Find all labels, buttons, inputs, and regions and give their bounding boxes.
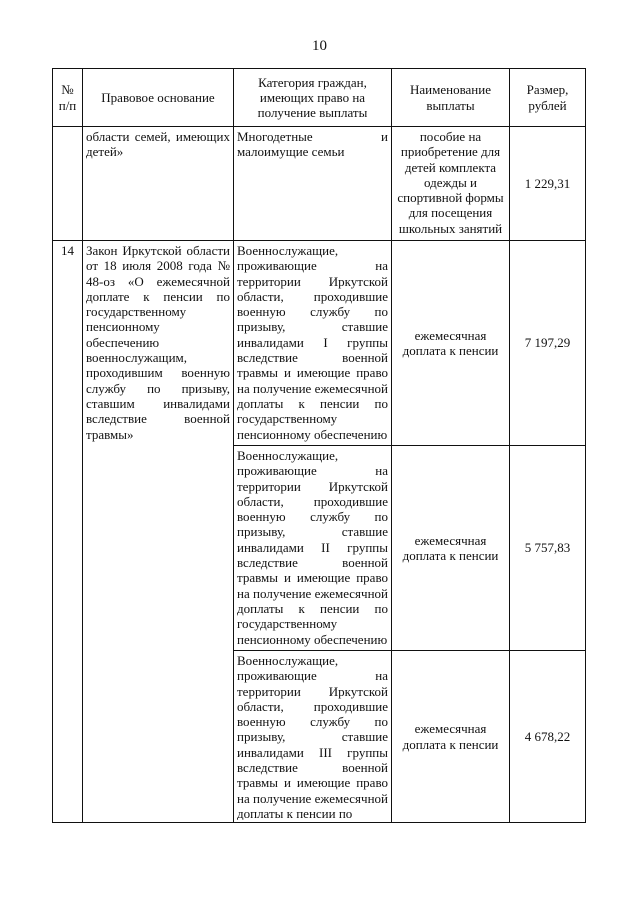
row-payment-name: пособие на приобретение для детей комплекта одежды и спортивной формы для посещения школьных занятий	[392, 127, 510, 241]
row-basis: области семей, имеющих детей»	[83, 127, 234, 241]
header-num: № п/п	[53, 69, 83, 127]
header-amount: Размер, рублей	[510, 69, 586, 127]
page-number: 10	[312, 38, 327, 54]
row-payment-name: ежемесячная доплата к пенсии	[392, 651, 510, 823]
row-num	[53, 127, 83, 241]
row-category: Военнослужащие, проживающие на территории Иркутской области, проходившие военную службу по призыву, ставшие инвалидами II группы вследствие военной травмы и имеющие право на получение ежемесячной доплаты к пенсии по государственному пенсионному обеспечению	[234, 446, 392, 651]
row-category	[234, 651, 392, 823]
table-header-row	[53, 69, 586, 127]
table-row	[53, 127, 586, 241]
payments-table	[52, 68, 586, 823]
row-amount: 4 678,22	[510, 651, 586, 823]
row-category: Военнослужащие, проживающие на территории Иркутской области, проходившие военную службу по призыву, ставшие инвалидами I группы вследствие военной травмы и имеющие право на получение ежемесячной доплаты к пенсии по государственному пенсионному обеспечению	[234, 241, 392, 446]
row-basis: Закон Иркутской области от 18 июля 2008 года № 48-оз «О ежемесячной доплате к пенсии по государственному пенсионному обеспечению военнослужащим, проходившим военную службу по призыву, ставшим инвалидами вследствие военной травмы»	[83, 241, 234, 823]
row-amount: 5 757,83	[510, 446, 586, 651]
table-row	[53, 241, 586, 446]
row-category-text: Военнослужащие, проживающие на территории Иркутской области, проходившие военную службу по призыву, ставшие инвалидами III группы вследствие военной травмы и имеющие право на получение ежемесячной доплаты к пенсии по	[237, 653, 388, 820]
row-amount: 7 197,29	[510, 241, 586, 446]
row-payment-name: ежемесячная доплата к пенсии	[392, 241, 510, 446]
header-payment-name: Наименование выплаты	[392, 69, 510, 127]
header-basis: Правовое основание	[83, 69, 234, 127]
row-category: Многодетные и малоимущие семьи	[234, 127, 392, 241]
row-amount: 1 229,31	[510, 127, 586, 241]
row-payment-name: ежемесячная доплата к пенсии	[392, 446, 510, 651]
header-category: Категория граждан, имеющих право на получение выплаты	[234, 69, 392, 127]
row-num: 14	[53, 241, 83, 823]
